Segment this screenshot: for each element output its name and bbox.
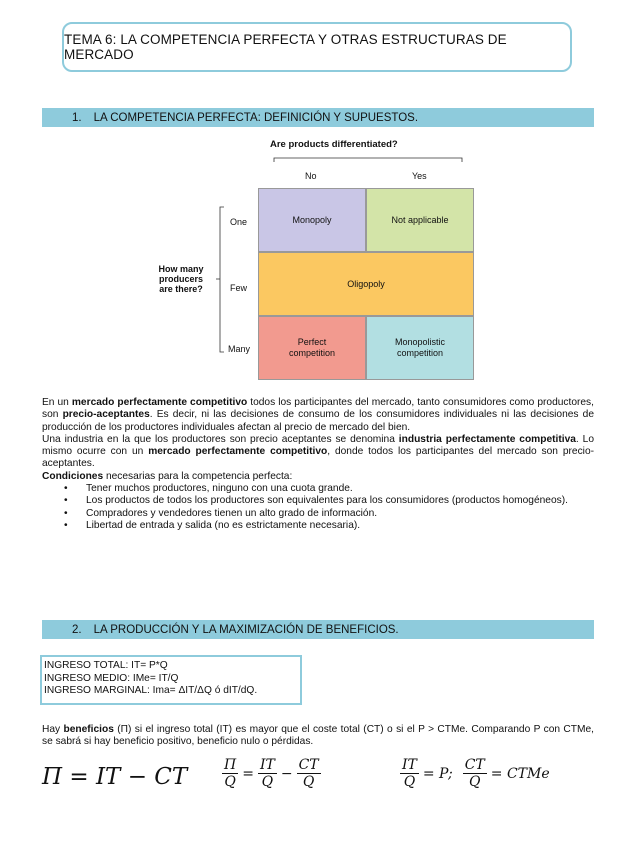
revenue-formulas-box <box>40 655 302 705</box>
row-question-line-1: How many <box>158 264 204 274</box>
section-1-number: 1. <box>72 111 82 124</box>
column-yes-label: Yes <box>412 171 427 181</box>
fraction-pi-q: $\frac{\Pi}{Q}$ <box>224 757 237 790</box>
list-item: • Compradores y vendedores tienen un alto grado de información. <box>42 508 594 520</box>
price-cost-equations <box>400 757 550 790</box>
conditions-list <box>42 483 594 532</box>
profit-per-unit-equation <box>222 757 321 790</box>
equals-p: = P; <box>422 765 453 782</box>
cell-monopoly: Monopoly <box>258 188 366 252</box>
list-item: • Libertad de entrada y salida (no es estrictamente necesaria). <box>42 520 594 532</box>
monopolistic-line-1: Monopolistic <box>394 337 446 347</box>
list-item: • Tener muchos productores, ninguno con una cuota grande. <box>42 483 594 495</box>
column-no-label: No <box>305 171 317 181</box>
cell-monopolistic-competition <box>366 316 474 380</box>
fraction-it-q: $\frac{IT}{Q}$ <box>259 757 275 790</box>
row-question <box>150 264 212 294</box>
section-2-number: 2. <box>72 623 82 636</box>
fraction-it-q-2: $\frac{IT}{Q}$ <box>402 757 417 790</box>
perfect-line-1: Perfect <box>297 337 327 347</box>
list-item: • Los productos de todos los productores son equivalentes para los consumidores (productos homogéneos). <box>42 495 594 507</box>
page-title: TEMA 6: LA COMPETENCIA PERFECTA Y OTRAS ESTRUCTURAS DE MERCADO <box>62 22 572 72</box>
paragraph-3: Hay beneficios (Π) si el ingreso total (IT) es mayor que el coste total (CT) o si el P > CTMe. Comparando P con CTMe, se sabrá si hay beneficio positivo, beneficio nulo o pérdidas. <box>42 724 594 748</box>
marginal-revenue-formula: INGRESO MARGINAL: Ima= ΔIT/ΔQ ó dIT/dQ. <box>44 685 258 696</box>
market-structure-diagram <box>150 134 490 384</box>
cell-oligopoly: Oligopoly <box>258 252 474 316</box>
section-2-header <box>42 620 594 639</box>
total-revenue-formula: INGRESO TOTAL: IT= P*Q <box>44 660 168 671</box>
profit-equation: Π = IT − CT <box>42 764 188 790</box>
row-question-line-3: are there? <box>159 284 203 294</box>
equals-sign: = <box>242 765 254 782</box>
row-many-label: Many <box>228 344 251 354</box>
row-few-label: Few <box>230 283 248 293</box>
equals-ctme: = CTMe <box>490 765 550 782</box>
conditions-intro: Condiciones necesarias para la competencia perfecta: <box>42 470 293 482</box>
row-question-line-2: producers <box>158 274 203 284</box>
fraction-ct-q: $\frac{CT}{Q}$ <box>298 757 319 790</box>
body-section-1 <box>42 397 594 532</box>
paragraph-2: Una industria en la que los productores son precio aceptantes se denomina industria perfectamente competitiva. Lo mismo ocurre con un mercado perfectamente competitivo, donde todos los participantes del mercado son precio-aceptantes. <box>42 433 595 470</box>
section-1-label: LA COMPETENCIA PERFECTA: DEFINICIÓN Y SUPUESTOS. <box>93 111 419 124</box>
perfect-line-2: competition <box>288 348 336 358</box>
column-question: Are products differentiated? <box>270 139 398 150</box>
paragraph-1: En un mercado perfectamente competitivo todos los participantes del mercado, tanto consumidores como productores, son precio-aceptantes. Es decir, ni las decisiones de consumo de los consumidores individuales ni las decisiones de producción de los productores individuales afectan al precio de mercado del bien. <box>42 397 594 433</box>
cell-perfect-competition <box>258 316 366 380</box>
section-2-label: LA PRODUCCIÓN Y LA MAXIMIZACIÓN DE BENEFICIOS. <box>93 623 399 636</box>
monopolistic-line-2: competition <box>396 348 444 358</box>
minus-sign: − <box>280 765 293 782</box>
fraction-ct-q-2: $\frac{CT}{Q}$ <box>464 757 485 790</box>
row-one-label: One <box>230 217 248 227</box>
section-1-header <box>42 108 594 127</box>
average-revenue-formula: INGRESO MEDIO: IMe= IT/Q <box>44 672 179 684</box>
cell-not-applicable: Not applicable <box>366 188 474 252</box>
